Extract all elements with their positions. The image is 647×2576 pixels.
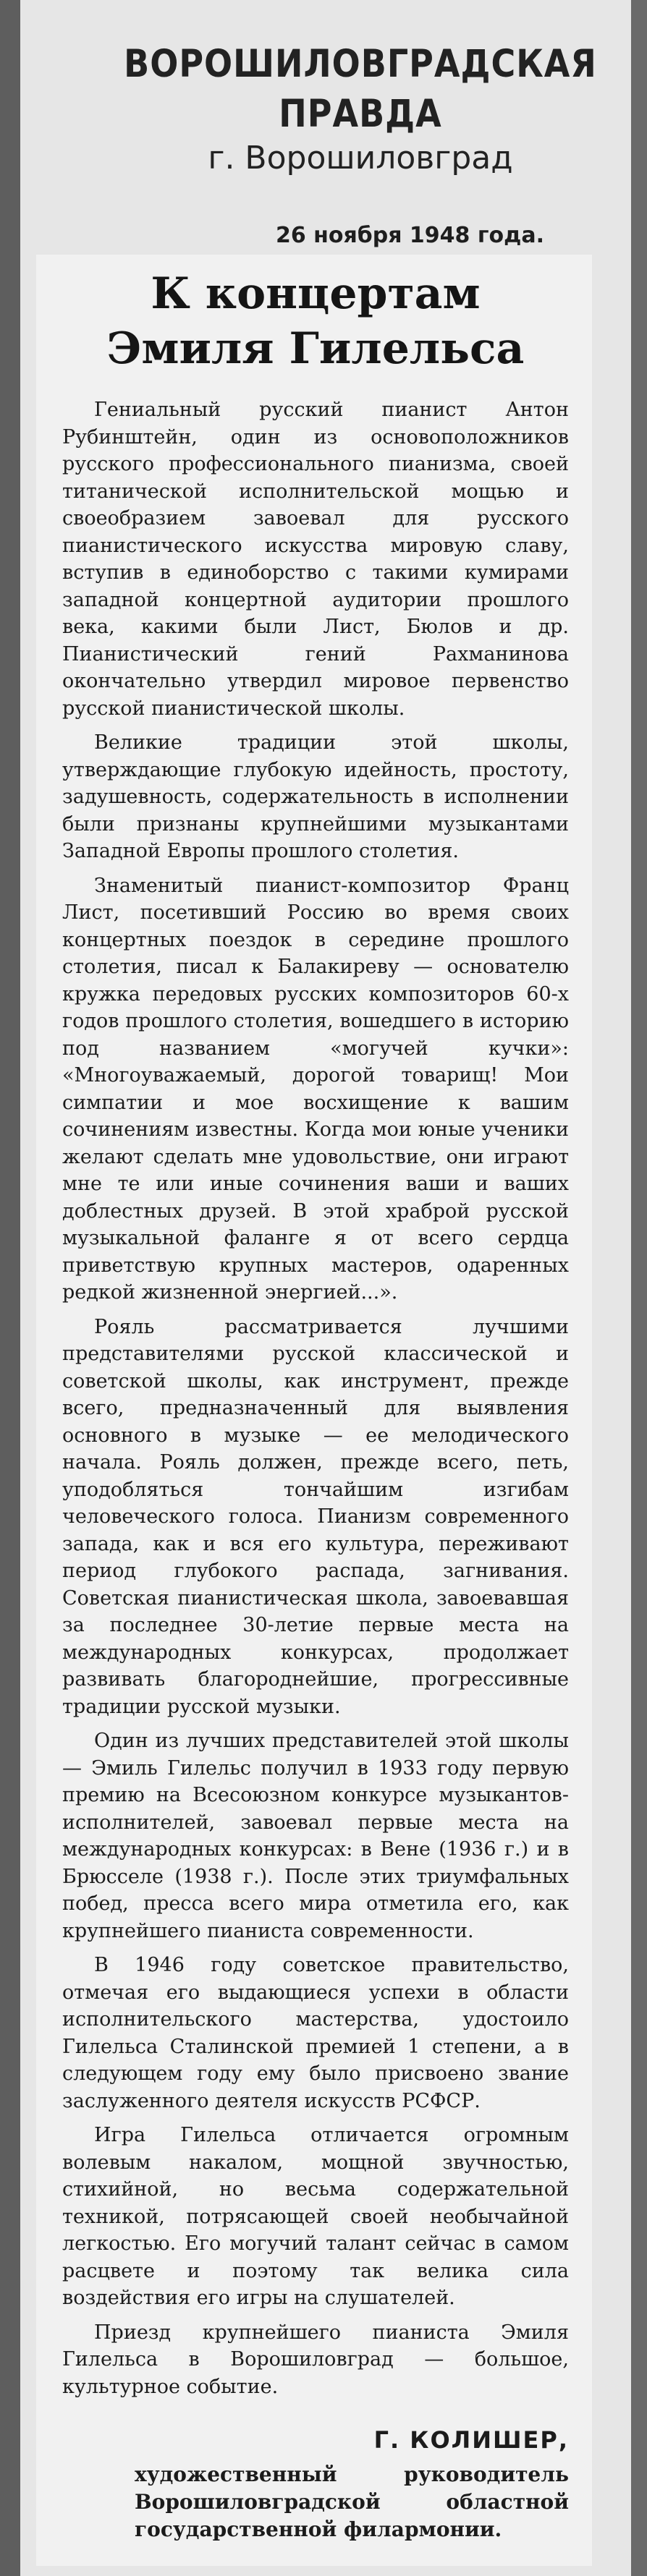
article-body bbox=[62, 396, 569, 2400]
article bbox=[62, 266, 569, 2543]
city-line: г. Ворошиловград bbox=[208, 140, 513, 177]
paragraph: Знаменитый пианист-композитор Франц Лист, посетивший Россию во время своих концертных поездок в середине прошлого столетия, писал к Балакиреву — основателю кружка передовых русских композиторов 60-х годов прошлого столетия, вошедшего в историю под названием «могучей кучки»: «Многоуважаемый, дорогой товарищ! Мои симпатии и мое восхищение к вашим сочинениям известны. Когда мои юные ученики желают сделать мне удовольствие, они играют мне те или иные сочинения ваши и ваших доблестных друзей. В этой храброй русской музыкальной фаланге я от всего сердца приветствую крупных мастеров, одаренных редкой жизненной энергией...». bbox=[62, 874, 569, 1304]
paragraph: Игра Гилельса отличается огромным волевым накалом, мощной звучностью, стихийной, но весьма содержательной техникой, потрясающей своей необычайной легкостью. Его могучий талант сейчас в самом расцвете и поэтому так велика сила воздействия его игры на слушателей. bbox=[62, 2124, 569, 2309]
article-title bbox=[62, 266, 569, 376]
masthead bbox=[100, 41, 621, 179]
title-line-2: Эмиля Гилельса bbox=[106, 323, 525, 374]
scan-edge-left bbox=[0, 0, 20, 2576]
paragraph: Один из лучших представителей этой школы — Эмиль Гилельс получил в 1933 году первую премию на Всесоюзном конкурсе музыкантов-исполнителей, завоевал первые места на международных конкурсах: в Вене (1936 г.) и в Брюсселе (1938 г.). После этих триумфальных побед, пресса всего мира отметила его, как крупнейшего пианиста современности. bbox=[62, 1730, 569, 1942]
issue-date: 26 ноября 1948 года. bbox=[275, 223, 544, 248]
newspaper-name: ВОРОШИЛОВГРАДСКАЯ ПРАВДА bbox=[124, 41, 597, 136]
paragraph: Приезд крупнейшего пианиста Эмиля Гилельса в Ворошиловград — большое, культурное событие. bbox=[62, 2321, 569, 2398]
paragraph: В 1946 году советское правительство, отмечая его выдающиеся успехи в области исполнительского мастерства, удостоило Гилельса Сталинской премией 1 степени, а в следующем году ему было присвоено звание заслуженного деятеля искусств РСФСР. bbox=[62, 1954, 569, 2112]
paragraph: Великие традиции этой школы, утверждающие глубокую идейность, простоту, задушевность, содержательность в исполнении были признаны крупнейшими музыкантами Западной Европы прошлого столетия. bbox=[62, 731, 569, 862]
clipping-sheet bbox=[20, 0, 631, 2576]
paragraph: Рояль рассматривается лучшими представителями русской классической и советской школы, как инструмент, прежде всего, предназначенный для выявления основного в музыке — ее мелодического начала. Рояль должен, прежде всего, петь, уподобляться тончайшим изгибам человеческого голоса. Пианизм современного запада, как и вся его культура, переживают период глубокого распада, загнивания. Советская пианистическая школа, завоевавшая за последнее 30-летие первые места на международных конкурсах, продолжает развивать благороднейшие, прогрессивные традиции русской музыки. bbox=[62, 1315, 569, 1718]
article-clipping bbox=[36, 255, 592, 2566]
paragraph: Гениальный русский пианист Антон Рубинштейн, один из основоположников русского профессионального пианизма, своей титанической исполнительской мощью и своеобразием завоевал для русского пианистического искусства мировую славу, вступив в единоборство с такими кумирами западной концертной аудитории прошлого века, какими были Лист, Бюлов и др. Пианистический гений Рахманинова окончательно утвердил мировое первенство русской пианистической школы. bbox=[62, 399, 569, 720]
title-line-1: К концертам bbox=[151, 268, 481, 319]
scan-edge-right bbox=[631, 0, 647, 2576]
author-signature: Г. КОЛИШЕР, bbox=[373, 2426, 569, 2454]
author-position: художественный руководитель Ворошиловградской областной государственной филармонии. bbox=[135, 2462, 569, 2541]
